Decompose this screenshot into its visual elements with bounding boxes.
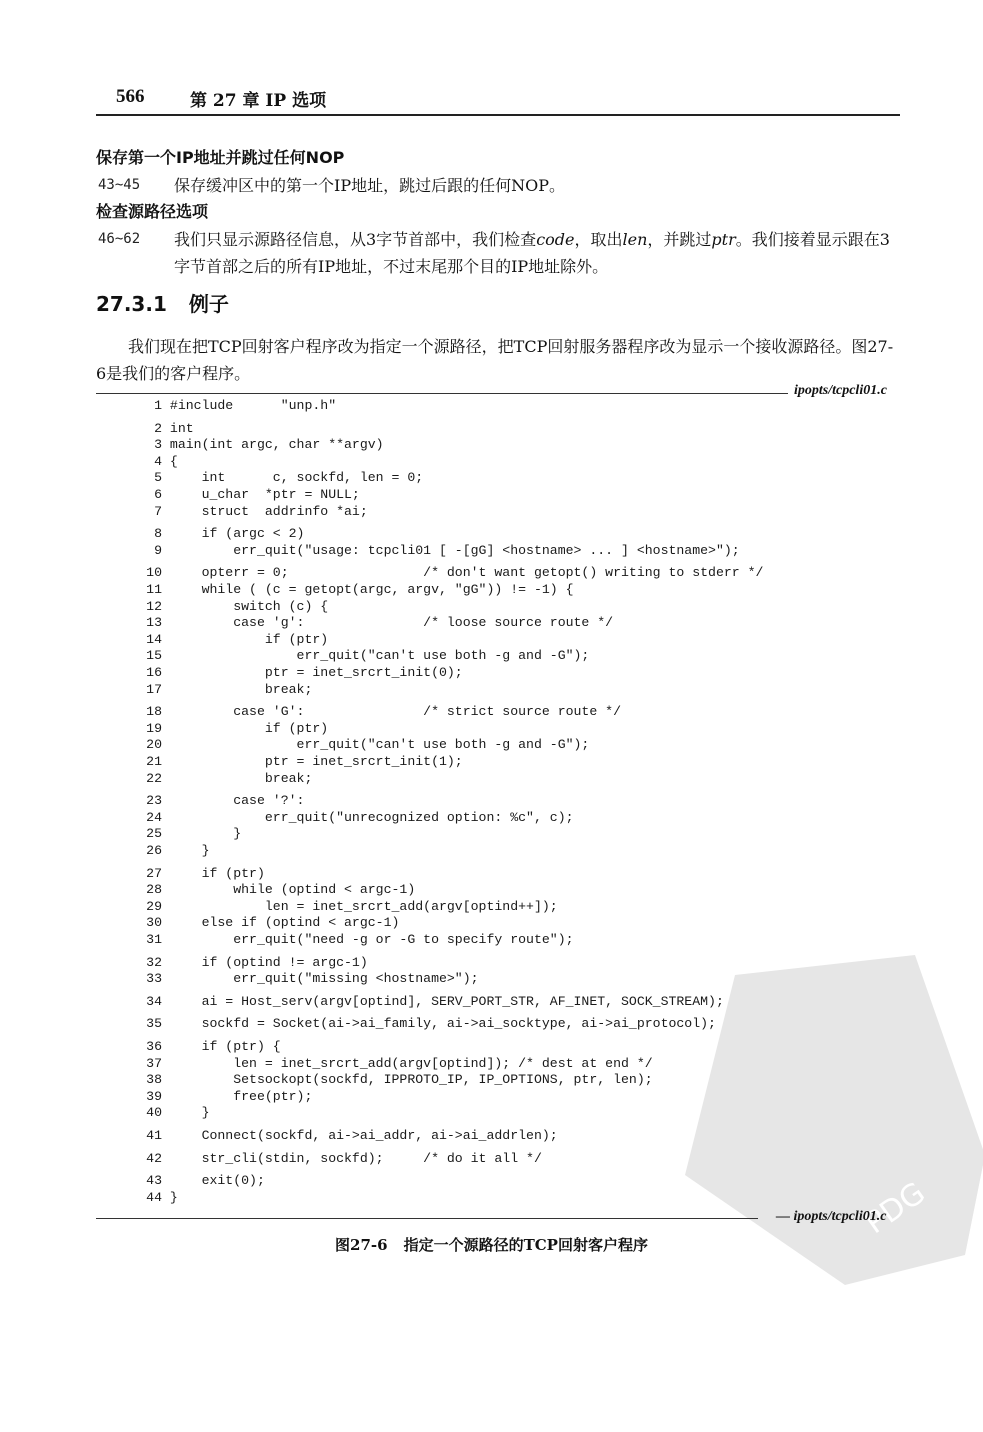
code-line <box>140 543 740 559</box>
code-line <box>140 487 360 503</box>
subsection-number: 27.3.1 <box>96 292 167 316</box>
code-text: Setsockopt(sockfd, IPPROTO_IP, IP_OPTIONS, ptr, len); <box>162 1072 653 1088</box>
code-line <box>140 454 178 470</box>
watermark-text: PDG <box>858 1175 932 1242</box>
line-number: 30 <box>146 915 162 931</box>
code-text: if (argc < 2) <box>162 526 305 542</box>
paragraph-43-45 <box>98 172 902 199</box>
code-text: if (ptr) <box>162 865 265 881</box>
line-number: 26 <box>146 843 162 858</box>
code-text: err_quit("unrecognized option: %c", c); <box>162 809 574 825</box>
figure-caption <box>0 1234 983 1255</box>
line-number: 12 <box>146 598 162 614</box>
line-number: 15 <box>146 648 162 664</box>
code-line <box>140 421 194 437</box>
code-text: len = inet_srcrt_add(argv[optind++]); <box>162 898 558 914</box>
em-dash: — <box>776 1209 794 1224</box>
code-line <box>140 1072 653 1088</box>
code-text: exit(0); <box>162 1173 265 1189</box>
code-text: free(ptr); <box>162 1088 313 1104</box>
line-number: 21 <box>146 754 162 769</box>
code-line <box>140 1105 209 1121</box>
paragraph-text: 保存缓冲区中的第一个IP地址，跳过后跟的任何NOP。 <box>174 176 565 195</box>
code-text: if (ptr) { <box>162 1039 281 1054</box>
code-text: case 'g': /* loose source route */ <box>162 615 614 631</box>
line-number: 18 <box>146 704 162 720</box>
paragraph-46-62 <box>98 226 902 280</box>
code-line <box>140 955 368 971</box>
line-number: 3 <box>154 437 162 453</box>
code-bottom-rule <box>96 1218 758 1219</box>
subheading-check-source-route: 检查源路径选项 <box>96 202 209 221</box>
code-line <box>140 882 415 898</box>
code-line <box>140 437 384 453</box>
code-text: switch (c) { <box>162 598 329 614</box>
code-text: case 'G': /* strict source route */ <box>162 704 621 720</box>
code-text: u_char *ptr = NULL; <box>162 487 360 502</box>
code-text: struct addrinfo *ai; <box>162 503 368 519</box>
line-number: 25 <box>146 826 162 842</box>
line-number: 13 <box>146 615 162 631</box>
code-line <box>140 843 209 859</box>
file-label-top: ipopts/tcpcli01.c <box>794 383 887 398</box>
code-line <box>140 994 724 1010</box>
line-number: 24 <box>146 809 162 825</box>
line-number: 14 <box>146 631 162 647</box>
line-number: 20 <box>146 737 162 753</box>
file-label-bottom <box>776 1209 886 1225</box>
intro-paragraph: 我们现在把TCP回射客户程序改为指定一个源路径，把TCP回射服务器程序改为显示一个接收源路径。图27-6是我们的客户程序。 <box>96 337 894 383</box>
text-run: 。我们接着显示跟在3字节首部之后的所有IP地址，不过末尾那个目的IP地址除外。 <box>174 230 890 276</box>
line-number: 6 <box>154 487 162 502</box>
line-number: 7 <box>154 503 162 519</box>
text-run: ，取出 <box>574 230 623 249</box>
line-number: 43 <box>146 1173 162 1189</box>
subheading-save-first-ip: 保存第一个IP地址并跳过任何NOP <box>96 148 345 167</box>
code-line <box>140 1039 281 1055</box>
code-term: code <box>536 230 575 249</box>
code-text: err_quit("need -g or -G to specify route"); <box>162 932 574 947</box>
code-line <box>140 565 763 581</box>
code-text: } <box>162 1105 210 1121</box>
line-number: 22 <box>146 770 162 786</box>
code-text: ptr = inet_srcrt_init(0); <box>162 665 463 680</box>
code-text: int c, sockfd, len = 0; <box>162 470 424 486</box>
code-line <box>140 899 558 915</box>
code-line <box>140 1016 716 1032</box>
line-number: 8 <box>154 526 162 542</box>
paragraph-text <box>174 226 902 280</box>
code-line <box>140 826 241 842</box>
line-range: 43~45 <box>98 177 141 193</box>
code-text: sockfd = Socket(ai->ai_family, ai->ai_socktype, ai->ai_protocol); <box>162 1016 716 1032</box>
line-number: 44 <box>146 1189 162 1205</box>
code-line <box>140 793 304 809</box>
code-line <box>140 915 399 931</box>
line-number: 38 <box>146 1072 162 1088</box>
page-header <box>116 86 900 116</box>
code-text: opterr = 0; /* don't want getopt() writing to stderr */ <box>162 565 764 581</box>
line-number: 29 <box>146 898 162 914</box>
code-line <box>140 648 589 664</box>
code-line <box>140 866 265 882</box>
code-line <box>140 615 613 631</box>
line-number: 33 <box>146 971 162 987</box>
header-rule <box>96 114 900 116</box>
code-text: break; <box>162 770 313 786</box>
code-text: err_quit("usage: tcpcli01 [ -[gG] <hostname> ... ] <hostname>"); <box>162 542 740 558</box>
page-number: 566 <box>116 86 145 107</box>
line-number: 5 <box>154 470 162 486</box>
text-run: 我们只显示源路径信息，从3字节首部中，我们检查 <box>174 230 537 249</box>
line-number: 19 <box>146 720 162 736</box>
code-text: err_quit("can't use both -g and -G"); <box>162 737 590 753</box>
line-number: 23 <box>146 793 162 809</box>
line-number: 16 <box>146 665 162 680</box>
code-text: ai = Host_serv(argv[optind], SERV_PORT_STR, AF_INET, SOCK_STREAM); <box>162 993 724 1009</box>
line-number: 31 <box>146 932 162 947</box>
line-number: 41 <box>146 1128 162 1143</box>
line-number: 9 <box>154 542 162 558</box>
subsection-title <box>96 288 229 317</box>
code-text: len = inet_srcrt_add(argv[optind]); /* dest at end */ <box>162 1055 653 1071</box>
line-number: 2 <box>154 420 162 436</box>
ptr-term: ptr <box>711 230 736 249</box>
code-line <box>140 1190 178 1206</box>
line-number: 4 <box>154 453 162 469</box>
code-line <box>140 754 463 770</box>
code-text: ptr = inet_srcrt_init(1); <box>162 754 463 769</box>
subsection-name: 例子 <box>188 292 229 316</box>
code-line <box>140 721 328 737</box>
line-number: 34 <box>146 993 162 1009</box>
code-line <box>140 632 328 648</box>
code-line <box>140 932 574 948</box>
figure-number: 图27-6 <box>335 1236 388 1254</box>
code-line <box>140 599 328 615</box>
code-text: } <box>162 826 242 842</box>
code-text: if (optind != argc-1) <box>162 954 368 970</box>
code-text: } <box>162 843 210 858</box>
len-term: len <box>622 230 648 249</box>
code-line <box>140 1056 653 1072</box>
line-number: 35 <box>146 1016 162 1032</box>
code-line <box>140 737 589 753</box>
code-line <box>140 504 368 520</box>
code-text: { <box>162 453 178 469</box>
line-range: 46~62 <box>98 231 141 247</box>
line-number: 11 <box>146 582 162 597</box>
code-line <box>140 1151 542 1167</box>
code-text: Connect(sockfd, ai->ai_addr, ai->ai_addrlen); <box>162 1128 558 1143</box>
code-text: if (ptr) <box>162 631 329 647</box>
code-line <box>140 1173 265 1189</box>
code-text: str_cli(stdin, sockfd); /* do it all */ <box>162 1150 542 1166</box>
code-text: while (optind < argc-1) <box>162 882 416 898</box>
caption-text: 指定一个源路径的TCP回射客户程序 <box>403 1236 648 1254</box>
code-line <box>140 771 312 787</box>
line-number: 42 <box>146 1150 162 1166</box>
code-text: err_quit("missing <hostname>"); <box>162 971 479 987</box>
code-line <box>140 582 574 598</box>
code-text: #include "unp.h" <box>162 398 337 413</box>
code-line <box>140 704 621 720</box>
line-number: 17 <box>146 681 162 697</box>
line-number: 10 <box>146 565 162 581</box>
code-text: err_quit("can't use both -g and -G"); <box>162 648 590 664</box>
code-text: while ( (c = getopt(argc, argv, "gG")) != -1) { <box>162 582 574 597</box>
code-text: break; <box>162 681 313 697</box>
code-line <box>140 398 336 414</box>
code-line <box>140 665 463 681</box>
line-number: 27 <box>146 865 162 881</box>
code-text: else if (optind < argc-1) <box>162 915 400 931</box>
text-run: ，并跳过 <box>647 230 712 249</box>
code-text: case '?': <box>162 793 305 809</box>
code-line <box>140 470 423 486</box>
code-line <box>140 810 574 826</box>
line-number: 1 <box>154 398 162 413</box>
code-line <box>140 682 312 698</box>
line-number: 40 <box>146 1105 162 1121</box>
file-label-text: ipopts/tcpcli01.c <box>793 1209 887 1224</box>
line-number: 28 <box>146 882 162 898</box>
code-text: } <box>162 1189 178 1205</box>
code-line <box>140 526 304 542</box>
line-number: 37 <box>146 1055 162 1071</box>
code-line <box>140 971 479 987</box>
code-text: if (ptr) <box>162 720 329 736</box>
code-text: int <box>162 420 194 436</box>
code-line <box>140 1089 312 1105</box>
code-line <box>140 1128 558 1144</box>
chapter-title: 第 27 章 IP 选项 <box>190 91 327 111</box>
line-number: 39 <box>146 1088 162 1104</box>
line-number: 32 <box>146 954 162 970</box>
code-top-rule <box>96 393 788 394</box>
line-number: 36 <box>146 1039 162 1054</box>
code-text: main(int argc, char **argv) <box>162 437 384 453</box>
